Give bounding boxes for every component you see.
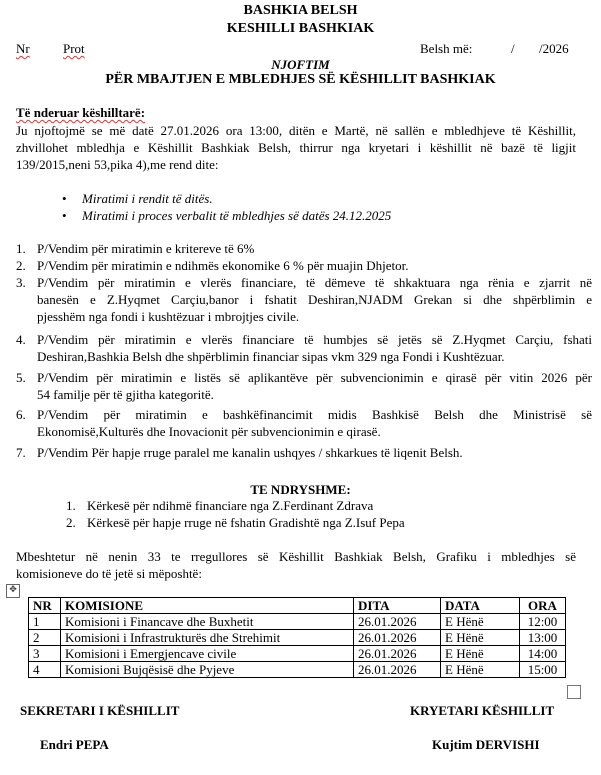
agenda-item: 1. P/Vendim për miratimin e kritereve të 6%	[16, 241, 255, 256]
notice-subtitle: PËR MBAJTJEN E MBLEDHJES SË KËSHILLIT BASHKIAK	[105, 72, 496, 87]
table-cell: E Hënë	[441, 630, 520, 646]
move-handle-icon[interactable]: ✥	[6, 584, 20, 598]
date-separator: /	[511, 41, 515, 56]
preliminary-item: • Miratimi i rendit të ditës.	[82, 191, 213, 207]
date-year: /2026	[539, 41, 569, 56]
table-cell: 3	[29, 646, 61, 662]
table-cell: 4	[29, 662, 61, 678]
table-header-row	[29, 598, 566, 614]
agenda-item: 2. P/Vendim për miratimin e ndihmës ekonomike 6 % për muajin Dhjetor.	[16, 258, 409, 273]
col-header-ora: ORA	[520, 598, 566, 614]
table-cell: Komisioni Bujqësisë dhe Pyjeve	[61, 662, 354, 678]
table-cell: Komisioni i Financave dhe Buxhetit	[61, 614, 354, 630]
table-cell: 2	[29, 630, 61, 646]
table-cell: 26.01.2026	[354, 646, 441, 662]
table-cell: Komisioni i Emergjencave civile	[61, 646, 354, 662]
schedule-intro	[16, 548, 576, 582]
table-cell: 26.01.2026	[354, 662, 441, 678]
council-name: KESHILLI BASHKIAK	[226, 21, 375, 36]
agenda-item: 6. P/Vendim për miratimin e bashkëfinancimit midis Bashkisë Belsh dhe Ministrisë së Ekonomisë,Kulturës dhe Inovacionit për subvencionimin e qirasë.	[16, 407, 592, 439]
table-cell: 14:00	[520, 646, 566, 662]
table-cell: Komisioni i Infrastrukturës dhe Strehimit	[61, 630, 354, 646]
table-cell: E Hënë	[441, 646, 520, 662]
table-cell: 12:00	[520, 614, 566, 630]
schedule-intro-line: komisioneve do të jetë si mëposhtë:	[16, 566, 202, 581]
table-row	[29, 614, 566, 630]
table-cell: E Hënë	[441, 614, 520, 630]
col-header-nr: NR	[29, 598, 61, 614]
notice-title: NJOFTIM	[271, 57, 330, 72]
agenda-item: 5. P/Vendim për miratimin e listës së aplikantëve për subvencionimin e qirasë për vitin 2026 për 54 familje për të gjitha kategoritë.	[16, 370, 592, 402]
table-cell: 26.01.2026	[354, 614, 441, 630]
intro-line: Ju njoftojmë se më datë 27.01.2026 ora 13:00, ditën e Martë, në sallën e mbledhjeve të Këshillit,	[16, 123, 576, 138]
agenda-item: 7. P/Vendim Për hapje rruge paralel me kanalin ushqyes / shkarkues të liqenit Belsh.	[16, 445, 463, 460]
intro-line: zhvillohet mbledhja e Këshillit Bashkiak Belsh, thirrur nga kryetari i këshillit në bazë të ligjit	[16, 140, 576, 155]
addressee: Të nderuar këshilltarë:	[16, 105, 146, 120]
table-cell: E Hënë	[441, 662, 520, 678]
agenda-item: 4. P/Vendim për miratimin e vlerës financiare të humbjes së jetës së Z.Hyqmet Carçiu, fshati Deshiran,Bashkia Belsh dhe shpërblimin financiar sipas vkm 329 nga Fondi i Kushtëzuar.	[16, 332, 592, 364]
intro-line: 139/2015,neni 53,pika 4),me rend dite:	[16, 157, 219, 172]
other-title: TE NDRYSHME:	[250, 482, 351, 497]
other-item: 2. Kërkesë për hapje rruge në fshatin Gradishtë nga Z.Isuf Pepa	[66, 515, 405, 530]
col-header-komisione: KOMISIONE	[61, 598, 354, 614]
institution-name: BASHKIA BELSH	[243, 3, 358, 18]
preliminary-item: • Miratimi i proces verbalit të mbledhjes së datës 24.12.2025	[82, 208, 391, 224]
chair-title: KRYETARI KËSHILLIT	[410, 703, 555, 718]
secretary-name: Endri PEPA	[40, 737, 109, 752]
secretary-title: SEKRETARI I KËSHILLIT	[20, 703, 180, 718]
col-header-dita: DITA	[354, 598, 441, 614]
committees-table	[28, 597, 566, 678]
other-item: 1. Kërkesë për ndihmë financiare nga Z.Ferdinant Zdrava	[66, 498, 374, 513]
table-cell: 1	[29, 614, 61, 630]
table-cell: 26.01.2026	[354, 630, 441, 646]
chair-name: Kujtim DERVISHI	[432, 737, 540, 752]
agenda-item: 3. P/Vendim për miratimin e vlerës financiare, të dëmeve të shkaktuara nga rënia e zjarrit në banesën e Z.Hyqmet Carçiu,banor i fshatit Deshiran,NJADM Grekan si dhe shpërblimin e pjesshëm nga fondi i kushtëzuar i mbrojtjes civile.	[16, 275, 592, 324]
schedule-intro-line: Mbeshtetur në nenin 33 te rregullores së Këshillit Bashkiak Belsh, Grafiku i mbledhjes së	[16, 549, 576, 564]
table-cell: 15:00	[520, 662, 566, 678]
intro-paragraph	[16, 122, 576, 173]
date-label: Belsh më:	[420, 41, 473, 56]
nr-label: Nr	[16, 41, 30, 56]
col-header-data: DATA	[441, 598, 520, 614]
prot-label: Prot	[63, 41, 85, 56]
table-cell: 13:00	[520, 630, 566, 646]
table-row	[29, 662, 566, 678]
table-row	[29, 646, 566, 662]
table-row	[29, 630, 566, 646]
table-resize-handle[interactable]	[567, 685, 581, 699]
